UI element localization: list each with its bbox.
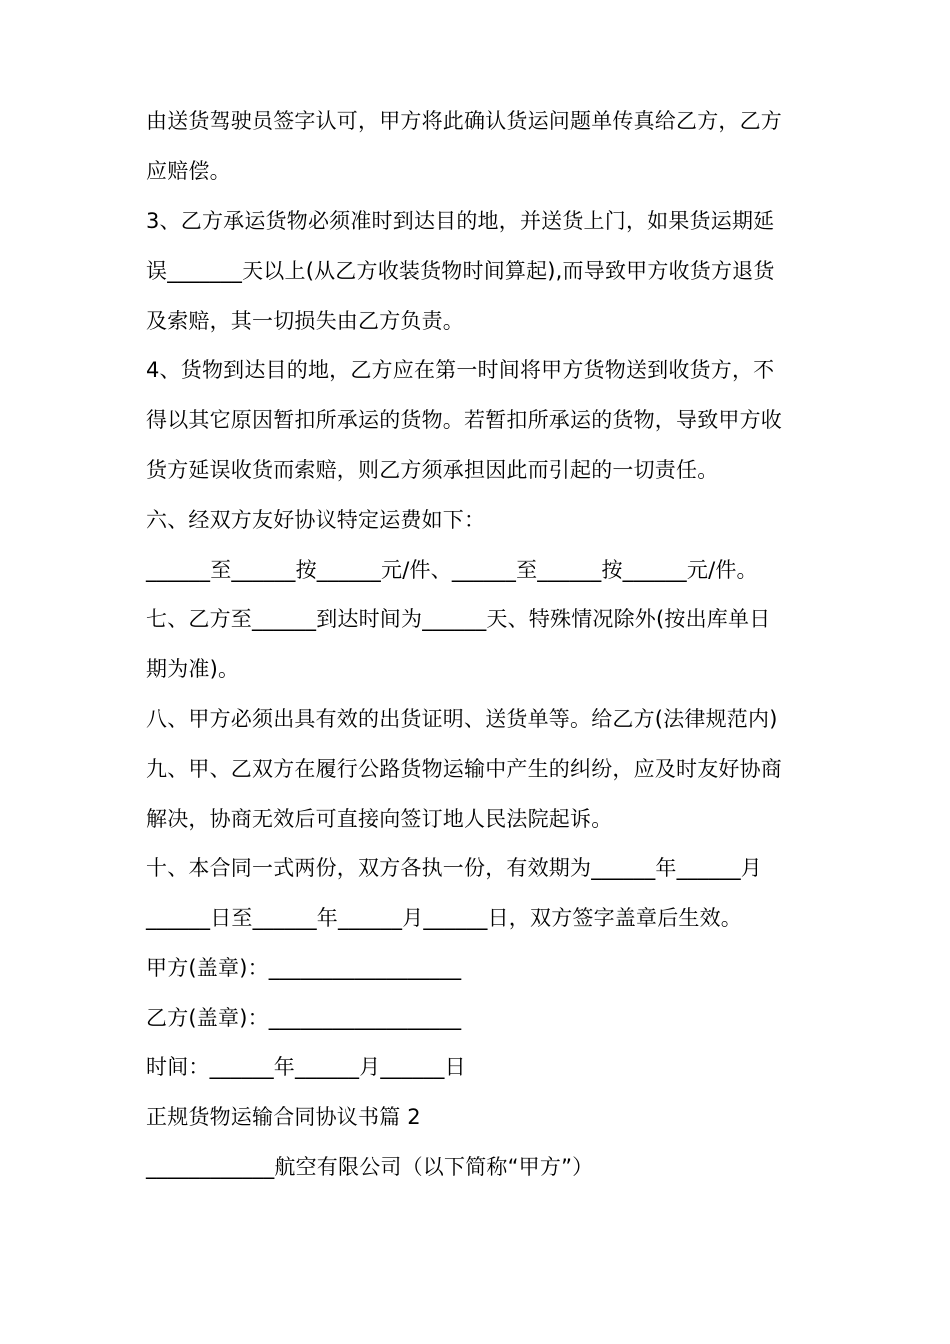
text-line: 误_______天以上(从乙方收装货物时间算起),而导致甲方收货方退货 bbox=[146, 259, 775, 283]
freight-rate-line: ______至______按______元/件、______至______按______元/件。 bbox=[146, 558, 758, 582]
date-line: 时间：______年______月______日 bbox=[146, 1055, 466, 1079]
text-line: 得以其它原因暂扣所承运的货物。若暂扣所承运的货物，导致甲方收 bbox=[146, 408, 782, 432]
section-title: 正规货物运输合同协议书篇 2 bbox=[146, 1105, 421, 1129]
clause-3-line: 3、乙方承运货物必须准时到达目的地，并送货上门，如果货运期延 bbox=[146, 209, 775, 233]
text-line: 期为准)。 bbox=[146, 657, 240, 681]
text-line: 货方延误收货而索赔，则乙方须承担因此而引起的一切责任。 bbox=[146, 458, 719, 482]
clause-10-line: 十、本合同一式两份，双方各执一份，有效期为______年______月 bbox=[146, 856, 762, 880]
text-line: 解决，协商无效后可直接向签订地人民法院起诉。 bbox=[146, 807, 613, 831]
clause-4-line: 4、货物到达目的地，乙方应在第一时间将甲方货物送到收货方，不 bbox=[146, 358, 775, 382]
clause-8-line: 八、甲方必须出具有效的出货证明、送货单等。给乙方(法律规范内) bbox=[146, 707, 778, 731]
text-line: ______日至______年______月______日，双方签字盖章后生效。 bbox=[146, 906, 742, 930]
text-line: 及索赔，其一切损失由乙方负责。 bbox=[146, 309, 464, 333]
clause-9-line: 九、甲、乙双方在履行公路货物运输中产生的纠纷，应及时友好协商 bbox=[146, 757, 782, 781]
clause-7-line: 七、乙方至______到达时间为______天、特殊情况除外(按出库单日 bbox=[146, 607, 771, 631]
clause-6-line: 六、经双方友好协议特定运费如下： bbox=[146, 508, 486, 532]
text-line: 由送货驾驶员签字认可，甲方将此确认货运问题单传真给乙方，乙方 bbox=[146, 109, 782, 133]
party-a-signature-line: 甲方(盖章)：__________________ bbox=[146, 956, 462, 980]
text-line: 应赔偿。 bbox=[146, 159, 231, 183]
party-b-signature-line: 乙方(盖章)：__________________ bbox=[146, 1006, 462, 1030]
text-line: ____________航空有限公司（以下简称“甲方”） bbox=[146, 1155, 594, 1179]
